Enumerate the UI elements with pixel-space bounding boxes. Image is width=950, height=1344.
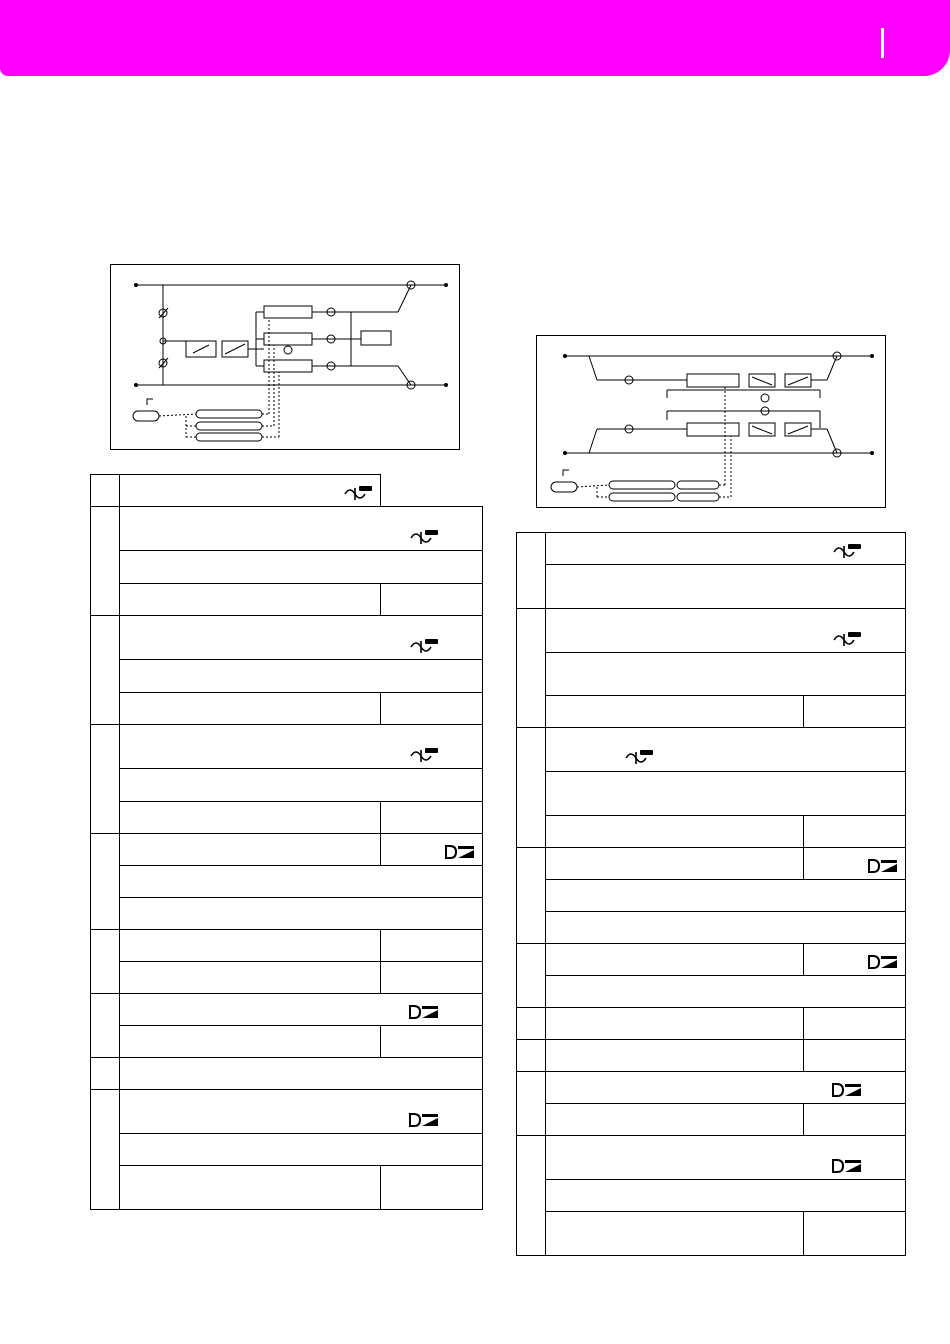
table-row — [517, 1104, 906, 1136]
param-value-cell — [804, 816, 906, 848]
table-row — [517, 772, 906, 816]
param-description-cell — [546, 728, 906, 772]
table-row — [91, 930, 483, 962]
table-row — [91, 769, 483, 802]
param-name-cell — [120, 693, 381, 725]
param-name-cell — [546, 848, 804, 880]
dynamic-modulation-icon — [867, 858, 899, 877]
table-row — [517, 1180, 906, 1212]
param-description-cell — [546, 565, 906, 609]
param-number-cell — [91, 994, 120, 1058]
param-value-cell — [381, 693, 483, 725]
table-row — [517, 944, 906, 976]
table-row — [91, 802, 483, 834]
table-row — [91, 866, 483, 898]
table-row — [517, 880, 906, 912]
table-row — [517, 1136, 906, 1180]
param-description-cell — [120, 1090, 483, 1134]
param-description-cell — [120, 660, 483, 693]
left-parameter-table — [90, 474, 483, 1210]
param-name-cell — [120, 1166, 381, 1210]
param-number-cell — [91, 725, 120, 834]
param-name-cell — [546, 944, 804, 976]
param-name-cell — [546, 1104, 804, 1136]
table-row — [91, 616, 483, 660]
table-row — [91, 660, 483, 693]
param-number-cell — [91, 1058, 120, 1090]
table-row — [91, 994, 483, 1026]
table-row — [517, 653, 906, 696]
dynamic-modulation-icon — [831, 1158, 863, 1177]
table-row — [517, 565, 906, 609]
param-description-cell — [120, 551, 483, 584]
param-value-cell — [381, 834, 483, 866]
param-description-cell — [120, 769, 483, 802]
param-value-cell — [804, 1104, 906, 1136]
param-name-cell — [120, 930, 381, 962]
param-description-cell — [120, 1058, 483, 1090]
param-description-cell — [546, 772, 906, 816]
tempo-sync-icon — [410, 747, 440, 766]
param-number-cell — [517, 848, 546, 944]
dynamic-modulation-icon — [831, 1082, 863, 1101]
param-number-cell — [91, 507, 120, 616]
table-row — [91, 725, 483, 769]
param-name-cell — [546, 1040, 804, 1072]
param-number-cell — [517, 728, 546, 848]
param-value-cell — [381, 930, 483, 962]
table-row — [91, 1090, 483, 1134]
param-description-cell — [546, 880, 906, 912]
dynamic-modulation-icon — [408, 1004, 440, 1023]
table-row — [91, 507, 483, 551]
param-value-cell — [381, 962, 483, 994]
param-description-cell — [546, 912, 906, 944]
tempo-sync-icon — [410, 638, 440, 657]
param-description-cell — [546, 609, 906, 653]
header-divider — [881, 28, 884, 58]
param-description-cell — [120, 898, 483, 930]
param-description-cell — [120, 994, 483, 1026]
param-number-cell — [517, 1072, 546, 1136]
table-row — [517, 609, 906, 653]
tempo-sync-icon — [833, 543, 863, 562]
table-row — [517, 1072, 906, 1104]
param-value-cell — [804, 1212, 906, 1256]
table-row — [91, 962, 483, 994]
page-header-band — [0, 0, 950, 76]
right-block-diagram — [536, 335, 886, 508]
param-number-cell — [517, 533, 546, 609]
param-number-cell — [517, 1136, 546, 1256]
param-value-cell — [381, 584, 483, 616]
param-number-cell — [91, 930, 120, 994]
param-value-cell — [381, 1026, 483, 1058]
param-name-cell — [546, 816, 804, 848]
table-row — [517, 533, 906, 565]
right-parameter-table — [516, 532, 906, 1256]
param-description-cell — [546, 1180, 906, 1212]
table-row — [91, 1058, 483, 1090]
param-name-cell — [120, 962, 381, 994]
param-name-cell — [546, 696, 804, 728]
param-description-cell — [546, 1072, 906, 1104]
param-number-cell — [91, 616, 120, 725]
param-value-cell — [804, 1040, 906, 1072]
table-row — [91, 551, 483, 584]
param-number-cell — [517, 1008, 546, 1040]
param-number-cell — [517, 609, 546, 728]
table-row — [517, 1008, 906, 1040]
tempo-sync-icon — [625, 749, 655, 768]
table-row — [517, 976, 906, 1008]
table-row — [517, 1040, 906, 1072]
param-name-cell — [120, 834, 381, 866]
param-value-cell — [804, 696, 906, 728]
param-description-cell — [120, 866, 483, 898]
param-description-cell — [546, 653, 906, 696]
table-row — [91, 475, 483, 507]
param-value-cell — [120, 475, 381, 507]
tempo-sync-icon — [410, 529, 440, 548]
table-row — [91, 834, 483, 866]
param-number-cell — [91, 1090, 120, 1210]
param-description-cell — [120, 725, 483, 769]
table-row — [91, 584, 483, 616]
table-row — [517, 728, 906, 772]
param-name-cell — [91, 475, 120, 507]
table-row — [91, 1134, 483, 1166]
table-row — [517, 912, 906, 944]
param-description-cell — [120, 1134, 483, 1166]
param-number-cell — [517, 944, 546, 1008]
dynamic-modulation-icon — [867, 954, 899, 973]
param-name-cell — [120, 802, 381, 834]
param-number-cell — [517, 1040, 546, 1072]
tempo-sync-icon — [344, 485, 374, 504]
table-row — [517, 848, 906, 880]
param-name-cell — [120, 1026, 381, 1058]
param-value-cell — [804, 1008, 906, 1040]
param-value-cell — [804, 944, 906, 976]
param-description-cell — [546, 533, 906, 565]
table-row — [91, 1166, 483, 1210]
dynamic-modulation-icon — [408, 1112, 440, 1131]
table-row — [91, 693, 483, 725]
param-value-cell — [381, 1166, 483, 1210]
param-name-cell — [546, 1008, 804, 1040]
param-name-cell — [120, 584, 381, 616]
param-name-cell — [546, 1212, 804, 1256]
table-row — [517, 696, 906, 728]
param-description-cell — [120, 507, 483, 551]
param-value-cell — [804, 848, 906, 880]
left-block-diagram — [110, 264, 460, 450]
table-row — [91, 1026, 483, 1058]
param-value-cell — [381, 802, 483, 834]
dynamic-modulation-icon — [444, 844, 476, 863]
tempo-sync-icon — [833, 631, 863, 650]
param-description-cell — [546, 1136, 906, 1180]
param-number-cell — [91, 834, 120, 930]
param-description-cell — [120, 616, 483, 660]
table-row — [517, 816, 906, 848]
param-description-cell — [546, 976, 906, 1008]
table-row — [91, 898, 483, 930]
table-row — [517, 1212, 906, 1256]
